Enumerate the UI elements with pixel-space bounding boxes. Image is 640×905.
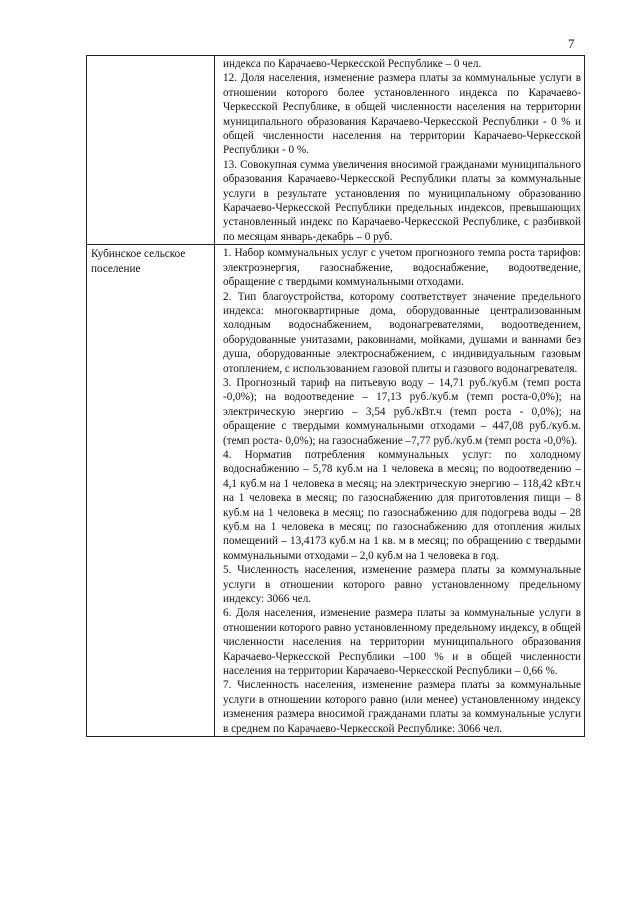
table-row [87,245,585,737]
municipality-name: Кубинское сельское поселение [91,248,186,275]
paragraph-item-4: 4. Норматив потребления коммунальных услуг: по холодному водоснабжению – 5,78 куб.м на 1 человека в месяц; по водоотведению – 4,1 куб.м на 1 человека в месяц; на электрическую энергию – 118,42 кВт.ч на 1 человека в месяц; по газоснабжению для приготовления пищи – 8 куб.м на 1 человека в месяц; по газоснабжению для подогрева воды – 28 куб.м на 1 человека в месяц; по газоснабжению для отопления жилых помещений – 13,4173 куб.м на 1 кв. м в месяц; по обращению с твердыми коммунальными отходами – 2,0 куб.м на 1 человека в год. [223,448,581,562]
paragraph-item-12: 12. Доля населения, изменение размера платы за коммунальные услуги в отношении которого более установленного индекса по Карачаево-Черкесской Республике, в общей численности населения на территории муниципального образования Карачаево-Черкесской Республики - 0 % и общей численности населения на территории Карачаево-Черкесской Республики - 0 %. [223,72,581,157]
paragraph-item-2: 2. Тип благоустройства, которому соответствует значение предельного индекса: многоквартирные дома, оборудованные централизованным холодным водоснабжением, водонагревателями, водоотведением, оборудованные унитазами, раковинами, мойками, душами и ваннами без душа, оборудованные электроснабжением, с индивидуальным газовым отоплением, с использованием газовой плиты и газового водонагревателя. [223,290,581,375]
paragraph-item-6: 6. Доля населения, изменение размера платы за коммунальные услуги в отношении которого равно установленному предельному индексу, в общей численности населения на территории муниципального образования Карачаево-Черкесской Республики –100 % и в общей численности населения на территории Карачаево-Черкесской Республики – 0,66 %. [223,607,581,678]
paragraph-item-13: 13. Совокупная сумма увеличения вносимой гражданами муниципального образования Карачаево-Черкесской Республики платы за коммунальные услуги в результате установления по муниципальному образованию Карачаево-Черкесской Республики предельных индексов, превышающих установленный индекс по Карачаево-Черкесской Республике, с разбивкой по месяцам январь-декабрь – 0 руб. [223,158,581,243]
paragraph-continuation: индекса по Карачаево-Черкесской Республике – 0 чел. [223,58,482,70]
municipality-cell [87,56,215,245]
paragraph-item-1: 1. Набор коммунальных услуг с учетом прогнозного темпа роста тарифов: электроэнергия, газоснабжение, водоснабжение, водоотведение, обращение с твердыми коммунальными отходами. [223,247,581,289]
page-number: 7 [568,36,575,51]
parameters-cell [215,56,585,245]
municipality-cell [87,245,215,737]
indices-table [86,55,585,737]
paragraph-item-3: 3. Прогнозный тариф на питьевую воду – 14,71 руб./куб.м (темп роста -0,0%); на водоотведение – 17,13 руб./куб.м (темп роста-0,0%); на электрическую энергию – 3,54 руб./кВт.ч (темп роста - 0,0%); на обращение с твердыми коммунальными отходами – 447,08 руб./куб.м. (темп роста- 0,0%); на газоснабжение –7,77 руб./куб.м (темп роста -0,0%). [223,376,581,447]
paragraph-item-7: 7. Численность населения, изменение размера платы за коммунальные услуги в отношении которого равно (или менее) установленному индексу изменения размера вносимой гражданами платы за коммунальные услуги в среднем по Карачаево-Черкесской Республике: 3066 чел. [223,679,581,735]
paragraph-item-5: 5. Численность населения, изменение размера платы за коммунальные услуги в отношении которого равно установленному предельному индексу: 3066 чел. [223,564,581,606]
table-row [87,56,585,245]
parameters-cell [215,245,585,737]
